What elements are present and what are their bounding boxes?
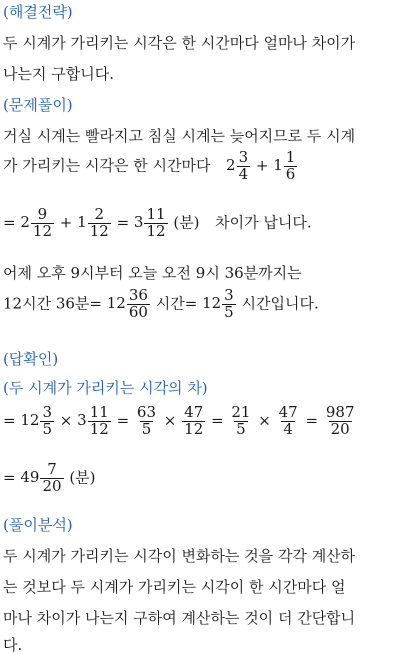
mixed-number: 2 $\frac{3}{4}$ <box>226 148 249 183</box>
solution-heading: (문제풀이) <box>3 96 73 114</box>
answer-check-subheading: (두 시계가 가리키는 시각의 차) <box>3 379 208 397</box>
mixed-number: 12 $\frac{3}{5}$ <box>20 403 52 438</box>
solution-line-3: = 2 $\frac{9}{12}$ + 1 $\frac{2}{12}$ = 3 $\frac{11}{12}$ (분) 차이가 납니다. <box>3 205 312 240</box>
fraction: $\frac{63}{5}$ <box>136 403 157 438</box>
fraction: $\frac{1}{6}$ <box>285 148 296 183</box>
mixed-number: 1 $\frac{2}{12}$ <box>77 205 109 240</box>
mixed-number: 2 $\frac{9}{12}$ <box>20 205 52 240</box>
strategy-line-1: 두 시계가 가리키는 시각은 한 시간마다 얼마나 차이가 <box>3 34 356 52</box>
mixed-number: 12 $\frac{3}{5}$ <box>202 286 234 321</box>
answer-check-line-2: = 49 $\frac{7}{20}$ (분) <box>3 460 96 495</box>
strategy-line-2: 나는지 구합니다. <box>3 65 114 83</box>
fraction: $\frac{11}{12}$ <box>89 403 109 438</box>
fraction: $\frac{47}{12}$ <box>184 403 204 438</box>
analysis-line-3: 마나 차이가 나는지 구하여 계산하는 것이 더 간단합니 <box>3 609 356 627</box>
strategy-heading: (해결전략) <box>3 3 73 21</box>
solution-line-2-text: 가 가리키는 시각은 한 시간마다 <box>3 156 211 175</box>
fraction: $\frac{21}{5}$ <box>231 403 251 438</box>
mixed-number: 12 $\frac{36}{60}$ <box>106 286 148 321</box>
solution-line-2: 가 가리키는 시각은 한 시간마다 2 $\frac{3}{4}$ + 1 $\frac{1}{6}$ <box>3 150 298 183</box>
mixed-number: 49 $\frac{7}{20}$ <box>20 460 62 495</box>
solution-line-1: 거실 시계는 빨라지고 침실 시계는 늦어지므로 두 시계 <box>3 127 356 145</box>
mixed-number: 1 $\frac{1}{6}$ <box>273 148 296 183</box>
fraction: $\frac{987}{20}$ <box>325 403 355 438</box>
analysis-line-4: 다. <box>3 636 23 654</box>
solution-line-4: 어제 오후 9시부터 오늘 오전 9시 36분까지는 <box>3 264 302 282</box>
fraction: $\frac{11}{12}$ <box>146 205 166 240</box>
fraction: $\frac{9}{12}$ <box>32 205 52 240</box>
mixed-number: 3 $\frac{11}{12}$ <box>133 205 166 240</box>
fraction: $\frac{2}{12}$ <box>89 205 109 240</box>
solution-line-3-text: 차이가 납니다. <box>215 213 312 232</box>
mixed-number: 3 $\frac{11}{12}$ <box>77 403 109 438</box>
analysis-line-1: 두 시계가 가리키는 시각이 변화하는 것을 각각 계산하 <box>3 547 356 565</box>
fraction: $\frac{47}{4}$ <box>278 403 298 438</box>
fraction: $\frac{3}{5}$ <box>42 403 52 438</box>
answer-check-heading: (답확인) <box>3 350 59 368</box>
fraction: $\frac{3}{4}$ <box>238 148 249 183</box>
fraction: $\frac{36}{60}$ <box>128 286 148 321</box>
answer-check-line-1: = 12 $\frac{3}{5}$ × 3 $\frac{11}{12}$ = $\frac{63}{5}$ × $\frac{47}{12}$ = $\frac{21}{5}$ × $\frac{47}{4}$ = $\frac{987}{20}$ <box>3 403 355 438</box>
solution-line-5: 12시간 36분= 12 $\frac{36}{60}$ 시간= 12 $\frac{3}{5}$ 시간입니다. <box>3 286 319 321</box>
analysis-line-2: 는 것보다 두 시계가 가리키는 시각이 한 시간마다 얼 <box>3 578 346 596</box>
fraction: $\frac{3}{5}$ <box>224 286 234 321</box>
fraction: $\frac{7}{20}$ <box>42 460 62 495</box>
analysis-heading: (풀이분석) <box>3 516 73 534</box>
